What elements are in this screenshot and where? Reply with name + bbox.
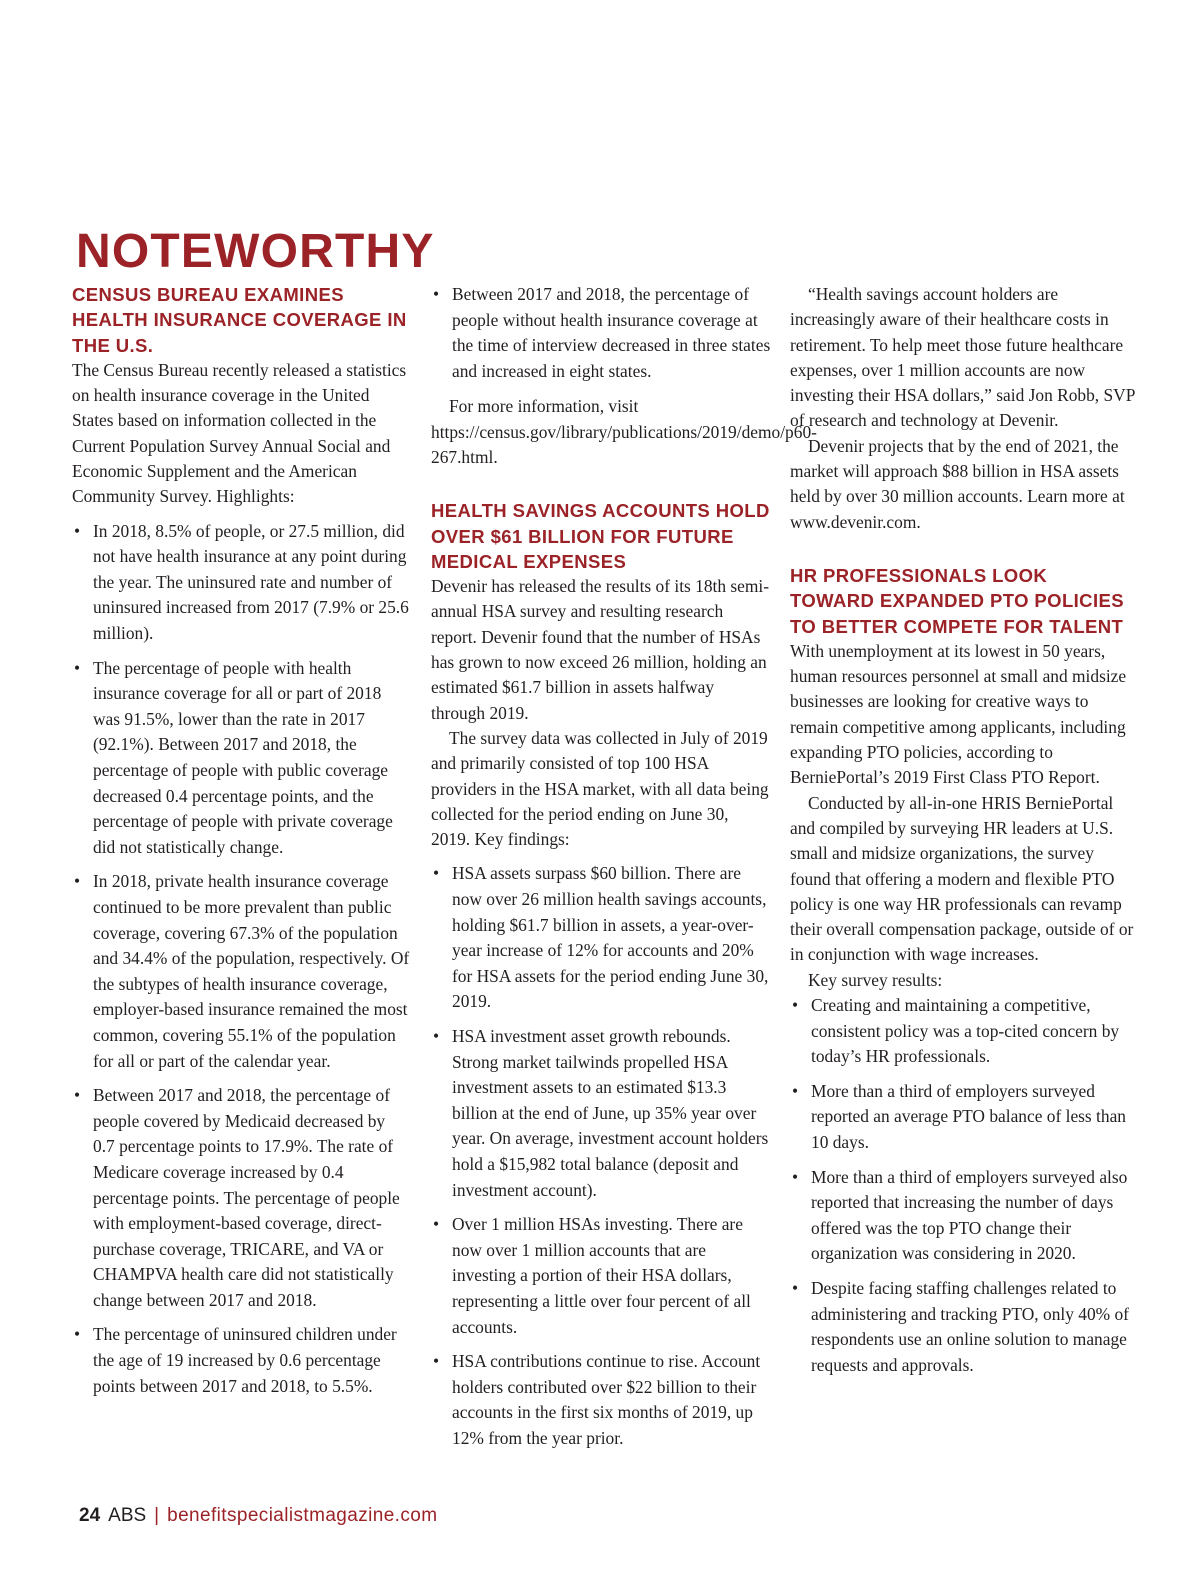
list-item: • Between 2017 and 2018, the percentage of people covered by Medicaid decreased by 0.7 percentage points to 17.9%. The rate of Medicare coverage increased by 0.4 percentage points. The percentage of people with employment-based coverage, direct-purchase coverage, TRICARE, and VA or CHAMPVA health care did not statistically change between 2017 and 2018. <box>72 1083 410 1313</box>
page-footer <box>79 1502 437 1530</box>
list-item: • The percentage of people with health insurance coverage for all or part of 2018 was 91.5%, lower than the rate in 2017 (92.1%). Between 2017 and 2018, the percentage of people with public coverage decreased 0.4 percentage points, and the percentage of people with private coverage did not statistically change. <box>72 656 410 861</box>
article3-p2: Conducted by all-in-one HRIS BerniePortal and compiled by surveying HR leaders at U.S. small and midsize organizations, the survey found that offering a modern and flexible PTO policy is one way HR professionals can revamp their overall compensation package, outside of or in conjunction with wage increases. <box>790 792 1134 965</box>
article2-bullets <box>431 861 771 1451</box>
column-2 <box>431 282 817 1451</box>
article1-heading: CENSUS BUREAU EXAMINES HEALTH INSURANCE COVERAGE IN THE U.S. <box>72 284 407 356</box>
list-item: • In 2018, private health insurance coverage continued to be more prevalent than public coverage, covering 67.3% of the population and 34.4% of the population, respectively. Of the subtypes of health insurance coverage, employer-based insurance remained the most common, covering 55.1% of the population for all or part of the calendar year. <box>72 869 410 1074</box>
article3-heading: HR PROFESSIONALS LOOK TOWARD EXPANDED PTO POLICIES TO BETTER COMPETE FOR TALENT <box>790 564 1124 637</box>
list-item: • HSA assets surpass $60 billion. There are now over 26 million health savings accounts, holding $61.7 billion in assets, a year-over-year increase of 12% for accounts and 20% for HSA assets for the period ending June 30, 2019. <box>431 861 771 1015</box>
column-1 <box>72 282 410 1399</box>
list-item: • In 2018, 8.5% of people, or 27.5 million, did not have health insurance at any point during the year. The uninsured rate and number of uninsured increased from 2017 (7.9% or 25.6 million). <box>72 519 410 647</box>
footer-separator: | <box>154 1505 160 1526</box>
article2-p1: Devenir has released the results of its 18th semi-annual HSA survey and resulting research report. Devenir found that the number of HSAs has grown to now exceed 26 million, holding an estimated $61.7 billion in assets halfway through 2019. <box>431 576 770 723</box>
list-item: • More than a third of employers surveyed reported an average PTO balance of less than 10 days. <box>790 1079 1135 1156</box>
list-item: • Over 1 million HSAs investing. There are now over 1 million accounts that are investing a portion of their HSA dollars, representing a little over four percent of all accounts. <box>431 1212 771 1340</box>
article2-projection: Devenir projects that by the end of 2021, the market will approach $88 billion in HSA assets held by over 30 million accounts. Learn more at www.devenir.com. <box>790 435 1125 532</box>
list-item: • Creating and maintaining a competitive, consistent policy was a top-cited concern by today’s HR professionals. <box>790 993 1135 1070</box>
article3-p3: Key survey results: <box>808 969 943 990</box>
list-item: • HSA contributions continue to rise. Account holders contributed over $22 billion to their accounts in the first six months of 2019, up 12% from the year prior. <box>431 1349 771 1451</box>
page-number: 24 <box>79 1505 101 1526</box>
list-item: • Between 2017 and 2018, the percentage of people without health insurance coverage at the time of interview decreased in three states and increased in eight states. <box>431 282 771 384</box>
article1-more-info: For more information, visit https://census.gov/library/publications/2019/demo/p60-267.html. <box>431 396 817 467</box>
article3-bullets <box>790 993 1135 1378</box>
section-title: NOTEWORTHY <box>76 225 435 278</box>
article2-p2: The survey data was collected in July of 2019 and primarily consisted of top 100 HSA providers in the HSA market, with all data being collected for the period ending on June 30, 2019. Key findings: <box>431 727 769 850</box>
list-item: • The percentage of uninsured children under the age of 19 increased by 0.6 percentage points between 2017 and 2018, to 5.5%. <box>72 1322 410 1399</box>
publication-name: ABS <box>108 1505 147 1526</box>
website-link[interactable]: benefitspecialistmagazine.com <box>167 1505 438 1526</box>
list-item: • HSA investment asset growth rebounds. Strong market tailwinds propelled HSA investment assets to an estimated $13.3 billion at the end of June, up 35% year over year. On average, investment account holders hold a $15,982 total balance (deposit and investment account). <box>431 1024 771 1203</box>
article3-p1: With unemployment at its lowest in 50 years, human resources personnel at small and midsize businesses are looking for creative ways to remain competitive among applicants, including expanding PTO policies, according to BerniePortal’s 2019 First Class PTO Report. <box>790 640 1127 788</box>
article1-bullets-cont <box>431 282 771 384</box>
article1-bullets <box>72 519 410 1400</box>
article2-heading: HEALTH SAVINGS ACCOUNTS HOLD OVER $61 BILLION FOR FUTURE MEDICAL EXPENSES <box>431 500 770 572</box>
article1-intro: The Census Bureau recently released a statistics on health insurance coverage in the United States based on information collected in the Current Population Survey Annual Social and Economic Supplement and the American Community Survey. Highlights: <box>72 359 407 507</box>
list-item: • More than a third of employers surveyed also reported that increasing the number of days offered was the top PTO change their organization was considering in 2020. <box>790 1165 1135 1267</box>
column-3 <box>790 282 1135 1378</box>
article2-quote: “Health savings account holders are increasingly aware of their healthcare costs in retirement. To help meet those future healthcare expenses, over 1 million accounts are now investing their HSA dollars,” said Jon Robb, SVP of research and technology at Devenir. <box>790 284 1135 431</box>
list-item: • Despite facing staffing challenges related to administering and tracking PTO, only 40% of respondents use an online solution to manage requests and approvals. <box>790 1276 1135 1378</box>
